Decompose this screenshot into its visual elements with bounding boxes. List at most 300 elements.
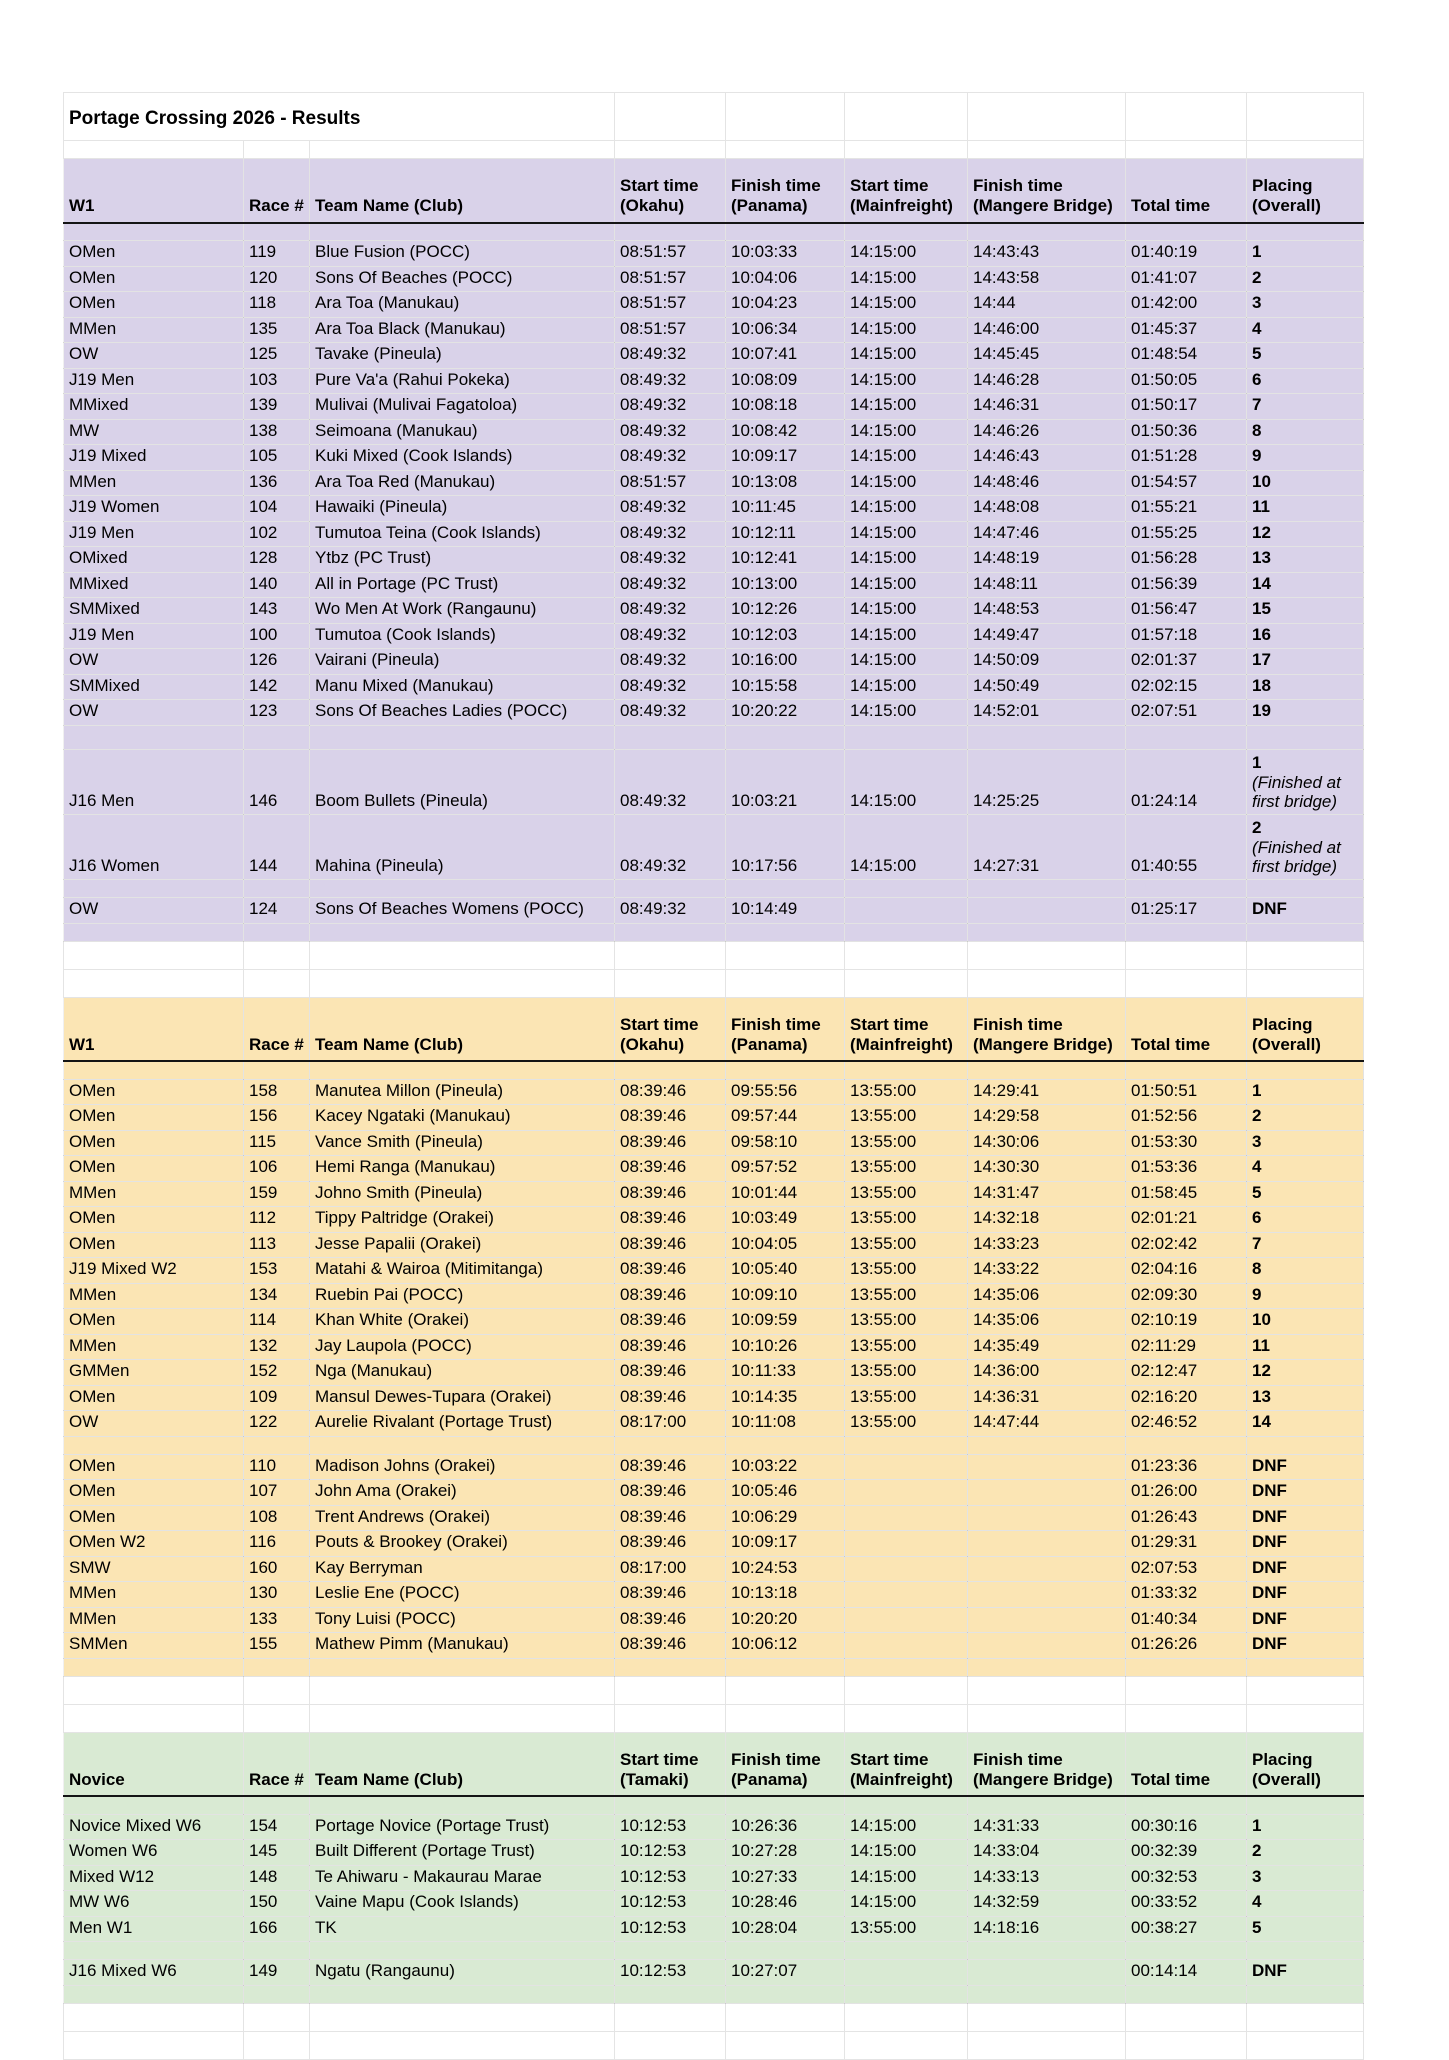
cell-placing-overall: 3	[1247, 1865, 1364, 1891]
cell-placing-overall: 4	[1247, 1891, 1364, 1917]
cell-finish-time-mangere-bridge: 14:35:06	[968, 1309, 1126, 1335]
cell-start-time: 08:17:00	[615, 1411, 726, 1437]
cell-total-time: 01:33:32	[1126, 1582, 1247, 1608]
cell-category: J16 Women	[64, 814, 244, 879]
cell-race-number: 133	[244, 1607, 310, 1633]
title-row	[64, 93, 1364, 141]
cell-start-time-mainfreight: 13:55:00	[845, 1079, 968, 1105]
cell-finish-time-mangere-bridge: 14:18:16	[968, 1916, 1126, 1942]
cell-finish-time-panama: 10:06:29	[726, 1505, 845, 1531]
spacer-cell	[726, 1061, 845, 1079]
cell-start-time-mainfreight	[845, 1454, 968, 1480]
spacer-cell	[244, 1061, 310, 1079]
result-row	[64, 1156, 1364, 1182]
cell-category: OMen	[64, 1480, 244, 1506]
cell-finish-time-panama: 10:27:33	[726, 1865, 845, 1891]
cell-placing-overall: 1	[1247, 241, 1364, 267]
cell-start-time-mainfreight: 13:55:00	[845, 1258, 968, 1284]
cell-placing-overall: 8	[1247, 1258, 1364, 1284]
cell-finish-time-panama: 10:09:17	[726, 445, 845, 471]
header-start-time-mainfreight: Start time (Mainfreight)	[845, 1732, 968, 1796]
gap-cell	[1247, 941, 1364, 969]
spreadsheet	[63, 92, 1364, 2060]
cell-team-name: Tumutoa (Cook Islands)	[310, 623, 615, 649]
cell-placing-overall: 4	[1247, 317, 1364, 343]
cell-start-time: 08:39:46	[615, 1232, 726, 1258]
spacer-cell	[244, 1942, 310, 1960]
header-start-time-mainfreight: Start time (Mainfreight)	[845, 997, 968, 1061]
cell-race-number: 142	[244, 674, 310, 700]
spacer-cell	[968, 1658, 1126, 1676]
cell-finish-time-mangere-bridge	[968, 1505, 1126, 1531]
cell-team-name: Ytbz (PC Trust)	[310, 547, 615, 573]
cell-finish-time-mangere-bridge: 14:45:45	[968, 343, 1126, 369]
cell-total-time: 01:23:36	[1126, 1454, 1247, 1480]
cell-team-name: Ara Toa (Manukau)	[310, 292, 615, 318]
cell-team-name: Madison Johns (Orakei)	[310, 1454, 615, 1480]
header-category: W1	[64, 159, 244, 223]
spacer-cell	[244, 1436, 310, 1454]
spacer-cell	[310, 1061, 615, 1079]
cell-placing-overall: 2	[1247, 1105, 1364, 1131]
cell-category: J16 Mixed W6	[64, 1960, 244, 1986]
header-team-name: Team Name (Club)	[310, 1732, 615, 1796]
spacer-cell	[1247, 725, 1364, 749]
spacer-cell	[615, 880, 726, 898]
cell-finish-time-panama: 10:09:59	[726, 1309, 845, 1335]
cell-race-number: 128	[244, 547, 310, 573]
cell-start-time: 08:39:46	[615, 1207, 726, 1233]
spacer-cell	[1247, 880, 1364, 898]
gap-cell	[968, 941, 1126, 969]
cell-start-time-mainfreight: 14:15:00	[845, 266, 968, 292]
result-row	[64, 649, 1364, 675]
cell-start-time: 08:39:46	[615, 1156, 726, 1182]
cell-start-time: 08:51:57	[615, 292, 726, 318]
cell-placing-overall: 2 (Finished at first bridge)	[1247, 814, 1364, 879]
cell-total-time: 01:42:00	[1126, 292, 1247, 318]
cell-race-number: 120	[244, 266, 310, 292]
cell-total-time: 01:50:05	[1126, 368, 1247, 394]
cell-race-number: 118	[244, 292, 310, 318]
cell-start-time-mainfreight: 14:15:00	[845, 623, 968, 649]
cell-team-name: Leslie Ene (POCC)	[310, 1582, 615, 1608]
cell-finish-time-panama: 10:13:18	[726, 1582, 845, 1608]
cell-start-time: 08:51:57	[615, 266, 726, 292]
cell-team-name: Boom Bullets (Pineula)	[310, 749, 615, 814]
cell-race-number: 166	[244, 1916, 310, 1942]
cell-start-time: 08:39:46	[615, 1079, 726, 1105]
cell-race-number: 132	[244, 1334, 310, 1360]
gap-cell	[1247, 969, 1364, 997]
cell-category: GMMen	[64, 1360, 244, 1386]
cell-race-number: 145	[244, 1840, 310, 1866]
cell-finish-time-mangere-bridge: 14:48:19	[968, 547, 1126, 573]
cell-start-time-mainfreight: 14:15:00	[845, 649, 968, 675]
gap-cell	[968, 1676, 1126, 1704]
gap-cell	[64, 1704, 244, 1732]
spacer-cell	[244, 223, 310, 241]
cell-finish-time-panama: 10:04:23	[726, 292, 845, 318]
spacer-cell	[310, 223, 615, 241]
cell-race-number: 106	[244, 1156, 310, 1182]
cell-finish-time-panama: 10:03:33	[726, 241, 845, 267]
cell-start-time-mainfreight: 13:55:00	[845, 1283, 968, 1309]
cell-race-number: 135	[244, 317, 310, 343]
cell-race-number: 116	[244, 1531, 310, 1557]
cell-start-time-mainfreight: 13:55:00	[845, 1309, 968, 1335]
cell-placing-overall: 15	[1247, 598, 1364, 624]
spacer-cell	[244, 880, 310, 898]
cell-start-time-mainfreight: 14:15:00	[845, 814, 968, 879]
gap-cell	[1247, 2003, 1364, 2031]
cell-finish-time-panama: 10:12:11	[726, 521, 845, 547]
gap-cell	[968, 969, 1126, 997]
spacer-row	[64, 923, 1364, 941]
cell-start-time: 08:39:46	[615, 1181, 726, 1207]
cell-category: J19 Men	[64, 623, 244, 649]
gap-cell	[1247, 1704, 1364, 1732]
cell-category: OMixed	[64, 547, 244, 573]
grid-gap-row	[64, 941, 1364, 969]
cell-race-number: 144	[244, 814, 310, 879]
spacer-cell	[1247, 1796, 1364, 1814]
header-finish-time-panama: Finish time (Panama)	[726, 159, 845, 223]
spacer-cell	[1126, 1796, 1247, 1814]
cell-team-name: Aurelie Rivalant (Portage Trust)	[310, 1411, 615, 1437]
cell-category: MMixed	[64, 572, 244, 598]
cell-start-time-mainfreight: 14:15:00	[845, 368, 968, 394]
gap-cell	[726, 941, 845, 969]
cell-start-time-mainfreight: 13:55:00	[845, 1130, 968, 1156]
cell-race-number: 136	[244, 470, 310, 496]
cell-total-time: 02:01:21	[1126, 1207, 1247, 1233]
cell-finish-time-panama: 10:20:20	[726, 1607, 845, 1633]
cell-placing-overall: DNF	[1247, 1505, 1364, 1531]
cell-category: OW	[64, 1411, 244, 1437]
cell-race-number: 104	[244, 496, 310, 522]
gap-cell	[615, 93, 726, 141]
cell-race-number: 150	[244, 1891, 310, 1917]
cell-start-time: 08:49:32	[615, 368, 726, 394]
cell-total-time: 01:40:19	[1126, 241, 1247, 267]
gap-cell	[64, 141, 244, 159]
cell-finish-time-panama: 10:08:42	[726, 419, 845, 445]
cell-start-time-mainfreight: 13:55:00	[845, 1334, 968, 1360]
cell-team-name: Portage Novice (Portage Trust)	[310, 1814, 615, 1840]
cell-start-time: 10:12:53	[615, 1891, 726, 1917]
result-row	[64, 1865, 1364, 1891]
spacer-cell	[1247, 1436, 1364, 1454]
spacer-cell	[615, 223, 726, 241]
cell-race-number: 109	[244, 1385, 310, 1411]
cell-start-time: 08:39:46	[615, 1385, 726, 1411]
cell-start-time: 08:39:46	[615, 1130, 726, 1156]
cell-start-time: 08:39:46	[615, 1283, 726, 1309]
cell-race-number: 105	[244, 445, 310, 471]
cell-placing-overall: 11	[1247, 1334, 1364, 1360]
spacer-cell	[845, 880, 968, 898]
cell-race-number: 123	[244, 700, 310, 726]
spacer-cell	[845, 923, 968, 941]
cell-total-time: 01:57:18	[1126, 623, 1247, 649]
spacer-cell	[310, 1796, 615, 1814]
spacer-cell	[845, 223, 968, 241]
cell-start-time-mainfreight: 14:15:00	[845, 292, 968, 318]
cell-race-number: 146	[244, 749, 310, 814]
spacer-cell	[968, 223, 1126, 241]
spacer-cell	[1247, 1985, 1364, 2003]
cell-placing-overall: 18	[1247, 674, 1364, 700]
cell-team-name: Pouts & Brookey (Orakei)	[310, 1531, 615, 1557]
result-row	[64, 1840, 1364, 1866]
cell-placing-overall: 14	[1247, 1411, 1364, 1437]
spacer-cell	[1126, 1658, 1247, 1676]
cell-finish-time-mangere-bridge	[968, 1607, 1126, 1633]
spacer-cell	[615, 1942, 726, 1960]
cell-start-time: 08:39:46	[615, 1360, 726, 1386]
spacer-cell	[845, 1658, 968, 1676]
cell-finish-time-mangere-bridge: 14:48:53	[968, 598, 1126, 624]
cell-start-time: 08:39:46	[615, 1258, 726, 1284]
header-total-time: Total time	[1126, 159, 1247, 223]
cell-total-time: 01:54:57	[1126, 470, 1247, 496]
cell-team-name: Kacey Ngataki (Manukau)	[310, 1105, 615, 1131]
cell-start-time-mainfreight: 14:15:00	[845, 317, 968, 343]
cell-placing-overall: DNF	[1247, 1556, 1364, 1582]
cell-start-time: 08:49:32	[615, 547, 726, 573]
result-row	[64, 1633, 1364, 1659]
cell-start-time-mainfreight: 14:15:00	[845, 598, 968, 624]
cell-start-time-mainfreight: 14:15:00	[845, 572, 968, 598]
cell-finish-time-mangere-bridge: 14:46:00	[968, 317, 1126, 343]
cell-start-time: 08:51:57	[615, 470, 726, 496]
cell-team-name: Te Ahiwaru - Makaurau Marae	[310, 1865, 615, 1891]
result-row	[64, 1582, 1364, 1608]
cell-placing-overall: 9	[1247, 445, 1364, 471]
cell-placing-overall: 17	[1247, 649, 1364, 675]
gap-cell	[1126, 2003, 1247, 2031]
gap-cell	[968, 93, 1126, 141]
cell-placing-overall: 5	[1247, 343, 1364, 369]
cell-total-time: 02:02:42	[1126, 1232, 1247, 1258]
cell-race-number: 152	[244, 1360, 310, 1386]
spacer-cell	[968, 880, 1126, 898]
cell-team-name: Manutea Millon (Pineula)	[310, 1079, 615, 1105]
result-row	[64, 623, 1364, 649]
header-category: Novice	[64, 1732, 244, 1796]
cell-start-time: 08:39:46	[615, 1480, 726, 1506]
spacer-cell	[726, 223, 845, 241]
cell-category: Men W1	[64, 1916, 244, 1942]
cell-finish-time-mangere-bridge: 14:32:18	[968, 1207, 1126, 1233]
cell-start-time: 08:51:57	[615, 241, 726, 267]
spacer-cell	[968, 1985, 1126, 2003]
spacer-cell	[615, 1658, 726, 1676]
spacer-cell	[615, 725, 726, 749]
cell-team-name: Ara Toa Black (Manukau)	[310, 317, 615, 343]
cell-finish-time-mangere-bridge	[968, 1556, 1126, 1582]
cell-total-time: 01:40:34	[1126, 1607, 1247, 1633]
cell-finish-time-panama: 10:06:12	[726, 1633, 845, 1659]
cell-race-number: 107	[244, 1480, 310, 1506]
cell-team-name: John Ama (Orakei)	[310, 1480, 615, 1506]
cell-placing-overall: 13	[1247, 547, 1364, 573]
cell-total-time: 02:09:30	[1126, 1283, 1247, 1309]
gap-cell	[845, 969, 968, 997]
cell-start-time-mainfreight: 13:55:00	[845, 1411, 968, 1437]
grid-gap-row	[64, 2031, 1364, 2059]
cell-team-name: Jay Laupola (POCC)	[310, 1334, 615, 1360]
cell-team-name: Jesse Papalii (Orakei)	[310, 1232, 615, 1258]
cell-placing-overall: 9	[1247, 1283, 1364, 1309]
gap-cell	[845, 2031, 968, 2059]
cell-category: J19 Women	[64, 496, 244, 522]
cell-start-time: 08:49:32	[615, 343, 726, 369]
spacer-cell	[64, 1061, 244, 1079]
cell-total-time: 02:07:53	[1126, 1556, 1247, 1582]
gap-cell	[968, 141, 1126, 159]
cell-total-time: 01:48:54	[1126, 343, 1247, 369]
section-header-row	[64, 1732, 1364, 1796]
cell-team-name: TK	[310, 1916, 615, 1942]
result-row	[64, 292, 1364, 318]
cell-category: SMMixed	[64, 674, 244, 700]
cell-start-time-mainfreight: 14:15:00	[845, 1840, 968, 1866]
cell-finish-time-panama: 09:55:56	[726, 1079, 845, 1105]
cell-category: MMen	[64, 1283, 244, 1309]
result-row	[64, 521, 1364, 547]
cell-team-name: Tavake (Pineula)	[310, 343, 615, 369]
cell-team-name: Sons Of Beaches Womens (POCC)	[310, 898, 615, 924]
cell-finish-time-mangere-bridge: 14:52:01	[968, 700, 1126, 726]
cell-finish-time-panama: 10:20:22	[726, 700, 845, 726]
cell-placing-overall: 3	[1247, 1130, 1364, 1156]
cell-start-time-mainfreight: 14:15:00	[845, 343, 968, 369]
result-row	[64, 1232, 1364, 1258]
cell-total-time: 01:24:14	[1126, 749, 1247, 814]
cell-total-time: 00:33:52	[1126, 1891, 1247, 1917]
gap-cell	[1247, 1676, 1364, 1704]
header-total-time: Total time	[1126, 997, 1247, 1061]
cell-race-number: 153	[244, 1258, 310, 1284]
gap-cell	[310, 1704, 615, 1732]
cell-start-time: 08:39:46	[615, 1334, 726, 1360]
cell-finish-time-mangere-bridge: 14:35:49	[968, 1334, 1126, 1360]
cell-finish-time-panama: 10:27:07	[726, 1960, 845, 1986]
spacer-cell	[244, 1658, 310, 1676]
gap-cell	[726, 2031, 845, 2059]
gap-cell	[64, 1676, 244, 1704]
cell-start-time-mainfreight: 13:55:00	[845, 1385, 968, 1411]
cell-race-number: 125	[244, 343, 310, 369]
cell-placing-overall: 6	[1247, 1207, 1364, 1233]
cell-category: OMen	[64, 1232, 244, 1258]
cell-finish-time-panama: 10:05:40	[726, 1258, 845, 1284]
cell-category: OMen	[64, 1207, 244, 1233]
gap-cell	[244, 141, 310, 159]
spacer-cell	[310, 880, 615, 898]
cell-start-time: 10:12:53	[615, 1814, 726, 1840]
cell-category: MW W6	[64, 1891, 244, 1917]
grid-gap-row	[64, 1676, 1364, 1704]
gap-cell	[615, 1676, 726, 1704]
cell-race-number: 115	[244, 1130, 310, 1156]
result-row	[64, 898, 1364, 924]
spacer-cell	[968, 1942, 1126, 1960]
cell-finish-time-panama: 10:03:22	[726, 1454, 845, 1480]
gap-cell	[1126, 141, 1247, 159]
gap-cell	[1126, 969, 1247, 997]
result-row	[64, 445, 1364, 471]
cell-start-time-mainfreight: 14:15:00	[845, 674, 968, 700]
cell-total-time: 00:32:53	[1126, 1865, 1247, 1891]
cell-placing-overall: 12	[1247, 521, 1364, 547]
spacer-cell	[615, 1796, 726, 1814]
cell-team-name: Hawaiki (Pineula)	[310, 496, 615, 522]
cell-finish-time-panama: 10:13:00	[726, 572, 845, 598]
cell-placing-overall: DNF	[1247, 1607, 1364, 1633]
gap-cell	[244, 1676, 310, 1704]
result-row	[64, 1079, 1364, 1105]
cell-start-time: 10:12:53	[615, 1865, 726, 1891]
cell-category: OMen	[64, 1105, 244, 1131]
cell-start-time: 08:49:32	[615, 898, 726, 924]
cell-finish-time-mangere-bridge: 14:33:13	[968, 1865, 1126, 1891]
cell-category: OMen	[64, 1505, 244, 1531]
cell-finish-time-mangere-bridge	[968, 1633, 1126, 1659]
result-row	[64, 241, 1364, 267]
spacer-cell	[726, 1796, 845, 1814]
gap-cell	[1126, 2031, 1247, 2059]
cell-team-name: Vaine Mapu (Cook Islands)	[310, 1891, 615, 1917]
section-header-row	[64, 159, 1364, 223]
grid-gap-row	[64, 2003, 1364, 2031]
cell-race-number: 110	[244, 1454, 310, 1480]
grid-gap-row	[64, 141, 1364, 159]
spacer-cell	[845, 1796, 968, 1814]
gap-cell	[845, 2003, 968, 2031]
spacer-cell	[1247, 1658, 1364, 1676]
cell-finish-time-mangere-bridge: 14:46:28	[968, 368, 1126, 394]
spacer-row	[64, 1985, 1364, 2003]
cell-finish-time-panama: 10:15:58	[726, 674, 845, 700]
cell-finish-time-panama: 10:09:17	[726, 1531, 845, 1557]
cell-finish-time-mangere-bridge: 14:46:43	[968, 445, 1126, 471]
gap-cell	[310, 1676, 615, 1704]
spacer-cell	[1126, 725, 1247, 749]
cell-finish-time-mangere-bridge: 14:47:44	[968, 1411, 1126, 1437]
spacer-cell	[968, 725, 1126, 749]
cell-finish-time-panama: 09:58:10	[726, 1130, 845, 1156]
cell-total-time: 02:01:37	[1126, 649, 1247, 675]
cell-total-time: 01:25:17	[1126, 898, 1247, 924]
cell-category: MMen	[64, 1607, 244, 1633]
result-row	[64, 700, 1364, 726]
cell-finish-time-mangere-bridge: 14:44	[968, 292, 1126, 318]
spacer-cell	[310, 1436, 615, 1454]
cell-finish-time-mangere-bridge: 14:36:31	[968, 1385, 1126, 1411]
cell-finish-time-mangere-bridge: 14:33:04	[968, 1840, 1126, 1866]
cell-category: J19 Men	[64, 521, 244, 547]
cell-start-time-mainfreight: 14:15:00	[845, 394, 968, 420]
cell-start-time-mainfreight	[845, 1556, 968, 1582]
header-start-time: Start time (Okahu)	[615, 159, 726, 223]
result-row	[64, 317, 1364, 343]
cell-total-time: 01:55:25	[1126, 521, 1247, 547]
cell-team-name: Mathew Pimm (Manukau)	[310, 1633, 615, 1659]
result-row	[64, 598, 1364, 624]
